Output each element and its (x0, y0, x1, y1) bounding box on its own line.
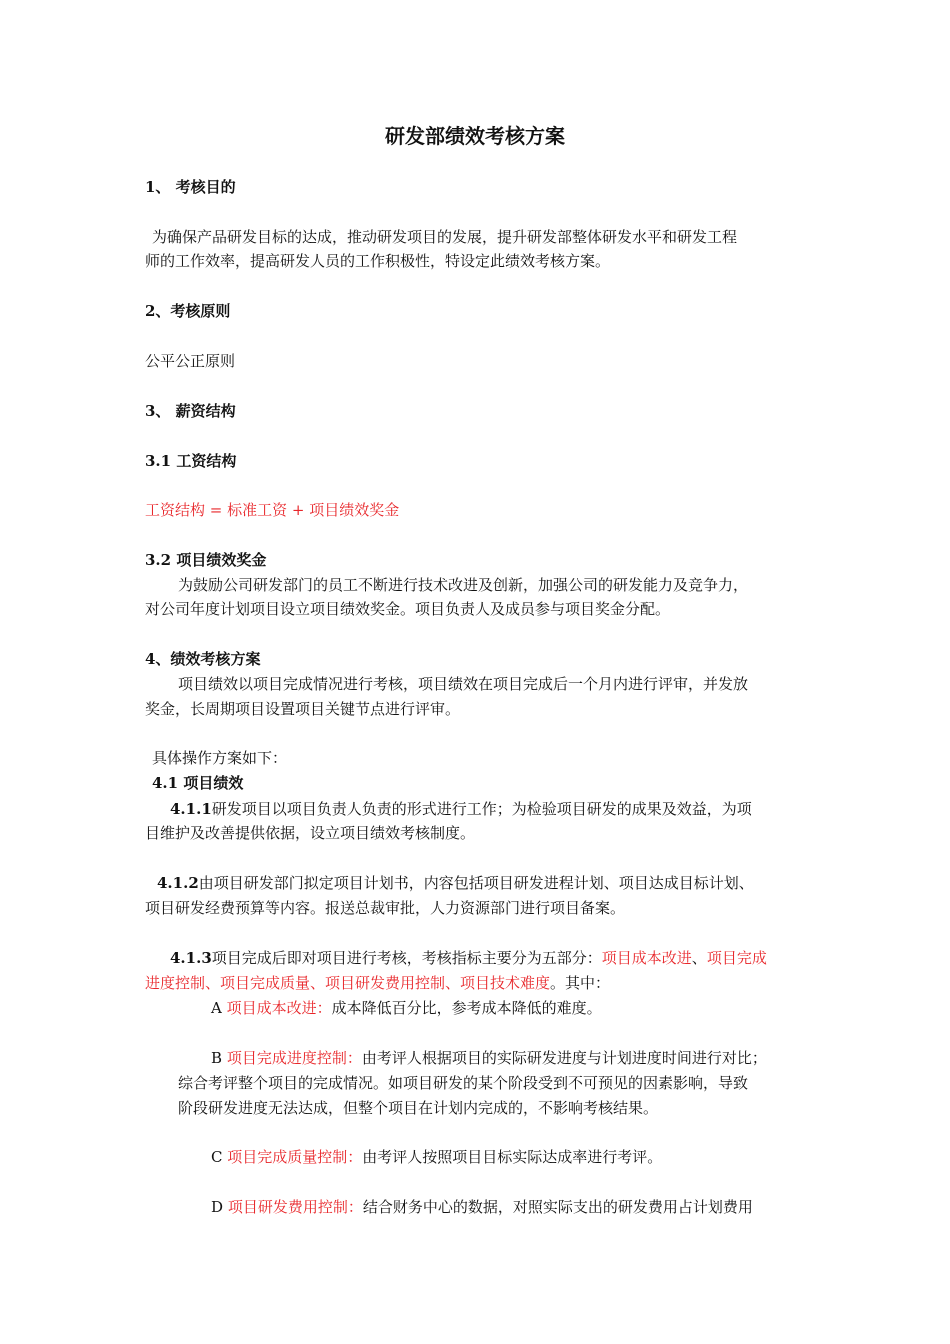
item-b-line-2: 综合考评整个项目的完成情况。如项目研发的某个阶段受到不可预见的因素影响，导致 (178, 1074, 749, 1092)
clause-4-1-1-line-1 (170, 797, 752, 821)
clause-number: 4.1.1 (170, 800, 212, 818)
section-1-text-line-2: 师的工作效率，提高研发人员的工作积极性，特设定此绩效考核方案。 (145, 252, 611, 270)
clause-4-1-2-line-2: 项目研发经费预算等内容。报送总裁审批，人力资源部门进行项目备案。 (145, 899, 626, 917)
clause-number: 4.1.3 (170, 949, 212, 967)
item-a (211, 996, 602, 1020)
clause-text: 研发项目以项目负责人负责的形式进行工作；为检验项目研发的成果及效益，为项 (211, 800, 752, 818)
item-desc: 由考评人根据项目的实际研发进度与计划进度时间进行对比； (361, 1049, 767, 1067)
clause-4-1-3-line-2 (145, 971, 610, 995)
item-desc: 成本降低百分比，参考成本降低的难度。 (331, 999, 602, 1017)
page-title: 研发部绩效考核方案 (385, 124, 565, 148)
indicator-progress: 项目完成 (706, 949, 767, 967)
indicator-list: 进度控制、项目完成质量、项目研发费用控制、项目技术难度 (145, 974, 551, 992)
item-d (211, 1195, 753, 1219)
section-3-2-heading: 3.2 项目绩效奖金 (145, 551, 267, 569)
clause-4-1-2-line-1 (157, 871, 754, 895)
item-letter: C (211, 1148, 223, 1166)
item-letter: B (211, 1049, 223, 1067)
item-c (211, 1145, 662, 1169)
item-desc: 结合财务中心的数据，对照实际支出的研发费用占计划费用 (362, 1198, 753, 1216)
item-name: 项目成本改进： (226, 999, 332, 1017)
indicator-cost: 项目成本改进 (601, 949, 692, 967)
section-1-heading: 1、 考核目的 (145, 178, 236, 196)
item-b-line-3: 阶段研发进度无法达成，但整个项目在计划内完成的，不影响考核结果。 (178, 1099, 659, 1117)
section-3-1-heading: 3.1 工资结构 (145, 452, 237, 470)
operation-intro: 具体操作方案如下： (152, 749, 288, 767)
item-name: 项目完成质量控制： (227, 1148, 363, 1166)
item-b-line-1 (211, 1046, 767, 1070)
clause-text: 由项目研发部门拟定项目计划书，内容包括项目研发进程计划、项目达成目标计划、 (198, 874, 754, 892)
clause-number: 4.1.2 (157, 874, 199, 892)
salary-formula: 工资结构 = 标准工资 + 项目绩效奖金 (145, 501, 400, 519)
section-4-text-line-1: 项目绩效以项目完成情况进行考核，项目绩效在项目完成后一个月内进行评审，并发放 (178, 675, 749, 693)
clause-4-1-3-line-1 (170, 946, 767, 970)
item-desc: 由考评人按照项目目标实际达成率进行考评。 (362, 1148, 663, 1166)
section-4-1-heading: 4.1 项目绩效 (152, 774, 244, 792)
section-3-heading: 3、 薪资结构 (145, 402, 236, 420)
section-4-heading: 4、绩效考核方案 (145, 650, 261, 668)
item-name: 项目完成进度控制： (226, 1049, 362, 1067)
section-2-text: 公平公正原则 (145, 352, 236, 370)
separator: 、 (691, 949, 707, 967)
clause-text: 项目完成后即对项目进行考核，考核指标主要分为五部分： (211, 949, 602, 967)
item-letter: A (211, 999, 222, 1017)
section-3-2-text-line-2: 对公司年度计划项目设立项目绩效奖金。项目负责人及成员参与项目奖金分配。 (145, 600, 671, 618)
section-4-text-line-2: 奖金，长周期项目设置项目关键节点进行评审。 (145, 700, 461, 718)
item-name: 项目研发费用控制： (227, 1198, 363, 1216)
item-letter: D (211, 1198, 224, 1216)
clause-text: 。其中： (550, 974, 611, 992)
section-1-text-line-1: 为确保产品研发目标的达成，推动研发项目的发展，提升研发部整体研发水平和研发工程 (152, 228, 738, 246)
clause-4-1-1-line-2: 目维护及改善提供依据，设立项目绩效考核制度。 (145, 824, 476, 842)
section-2-heading: 2、考核原则 (145, 302, 231, 320)
section-3-2-text-line-1: 为鼓励公司研发部门的员工不断进行技术改进及创新，加强公司的研发能力及竞争力， (178, 576, 749, 594)
